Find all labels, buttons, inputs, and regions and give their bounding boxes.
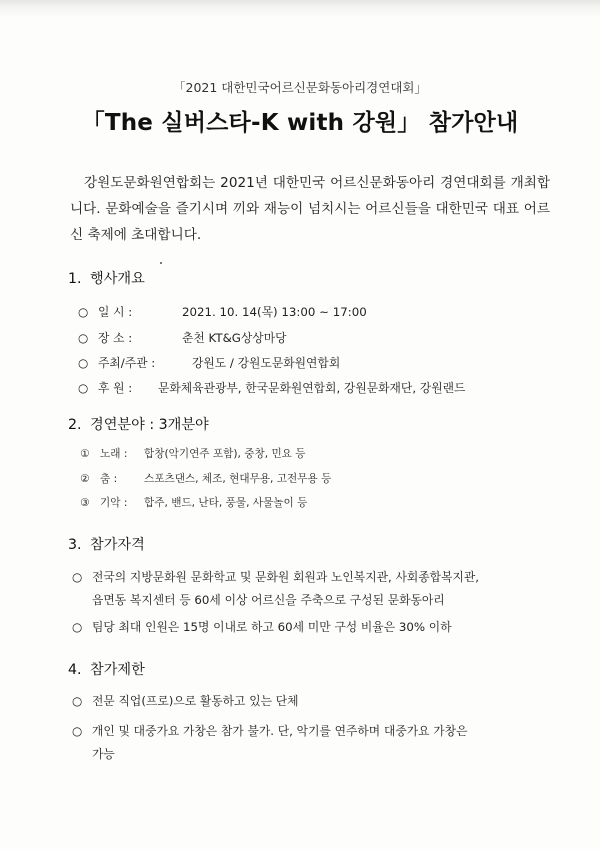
- eligibility-item-2: [72, 618, 452, 635]
- item-label: 후 원 :: [98, 381, 133, 395]
- item-value: 강원도 / 강원도문화원연합회: [192, 356, 341, 370]
- section-title: 경연분야 : 3개분야: [90, 417, 209, 433]
- section-heading-eligibility: [68, 534, 145, 554]
- section-heading-overview: [68, 268, 145, 288]
- intro-paragraph: 강원도문화원연합회는 2021년 대한민국 어르신문화동아리 경연대회를 개최합니다. 문화예술을 즐기시며 끼와 재능이 넘치시는 어르신들을 대한민국 대표 어르신 축제에 초대합니다.: [70, 175, 550, 243]
- section-number: 3.: [68, 537, 82, 553]
- item-text: 개인 및 대중가요 가창은 참가 불가. 단, 악기를 연주하며 대중가요 가창은: [92, 724, 468, 738]
- item-label: 노래 :: [100, 448, 128, 460]
- item-value: 2021. 10. 14(목) 13:00 ~ 17:00: [182, 305, 367, 319]
- section-heading-restrictions: [68, 659, 145, 679]
- bullet-number: ②: [80, 473, 90, 485]
- category-singing: [80, 446, 306, 461]
- overview-organizer: [78, 354, 340, 371]
- section-title: 행사개요: [90, 271, 145, 287]
- item-value: 문화체육관광부, 한국문화원연합회, 강원문화재단, 강원랜드: [158, 381, 466, 395]
- category-dance: [80, 471, 331, 486]
- bullet-circle: ○: [78, 331, 89, 345]
- item-label: 기악 :: [100, 497, 128, 509]
- item-label: 춤 :: [100, 473, 118, 485]
- bullet-circle: ○: [72, 620, 83, 634]
- bullet-circle: ○: [78, 356, 89, 370]
- item-value: 합주, 밴드, 난타, 풍물, 사물놀이 등: [144, 497, 308, 509]
- bullet-circle: ○: [72, 694, 83, 708]
- bullet-number: ①: [80, 448, 90, 460]
- restriction-item-2-cont: 가능: [92, 747, 115, 761]
- item-text: 전문 직업(프로)으로 활동하고 있는 단체: [92, 694, 299, 708]
- section-number: 1.: [68, 271, 82, 287]
- item-text: 전국의 지방문화원 문화학교 및 문화원 회원과 노인복지관, 사회종합복지관,: [92, 570, 480, 584]
- overview-date: [78, 303, 367, 320]
- item-label: 주최/주관 :: [98, 356, 156, 370]
- eligibility-item-1-cont: 읍면동 복지센터 등 60세 이상 어르신을 주축으로 구성된 문화동아리: [92, 593, 445, 607]
- bullet-circle: ○: [78, 381, 89, 395]
- overview-sponsor: [78, 379, 465, 396]
- scan-speck: [160, 262, 162, 264]
- overview-venue: [78, 329, 287, 346]
- item-text: 팀당 최대 인원은 15명 이내로 하고 60세 미만 구성 비율은 30% 이하: [92, 620, 452, 634]
- restriction-item-1: [72, 692, 299, 709]
- bullet-circle: ○: [72, 724, 83, 738]
- restriction-item-2: [72, 722, 467, 739]
- section-heading-categories: [68, 414, 209, 434]
- item-value: 춘천 KT&G상상마당: [182, 331, 287, 345]
- page-title: 「The 실버스타-K with 강원」 참가안내: [81, 110, 519, 136]
- item-value: 합창(악기연주 포함), 중창, 민요 등: [144, 448, 306, 460]
- category-instrumental: [80, 495, 307, 510]
- section-number: 4.: [68, 662, 82, 678]
- scan-edge: [0, 0, 600, 18]
- bullet-circle: ○: [78, 305, 89, 319]
- item-value: 스포츠댄스, 체조, 현대무용, 고전무용 등: [144, 473, 332, 485]
- section-title: 참가제한: [90, 662, 145, 678]
- eligibility-item-1: [72, 568, 479, 585]
- section-title: 참가자격: [90, 537, 145, 553]
- item-label: 일 시 :: [98, 305, 133, 319]
- bullet-number: ③: [80, 497, 90, 509]
- item-label: 장 소 :: [98, 331, 133, 345]
- event-subtitle: 「2021 대한민국어르신문화동아리경연대회」: [173, 80, 427, 95]
- bullet-circle: ○: [72, 570, 83, 584]
- section-number: 2.: [68, 417, 82, 433]
